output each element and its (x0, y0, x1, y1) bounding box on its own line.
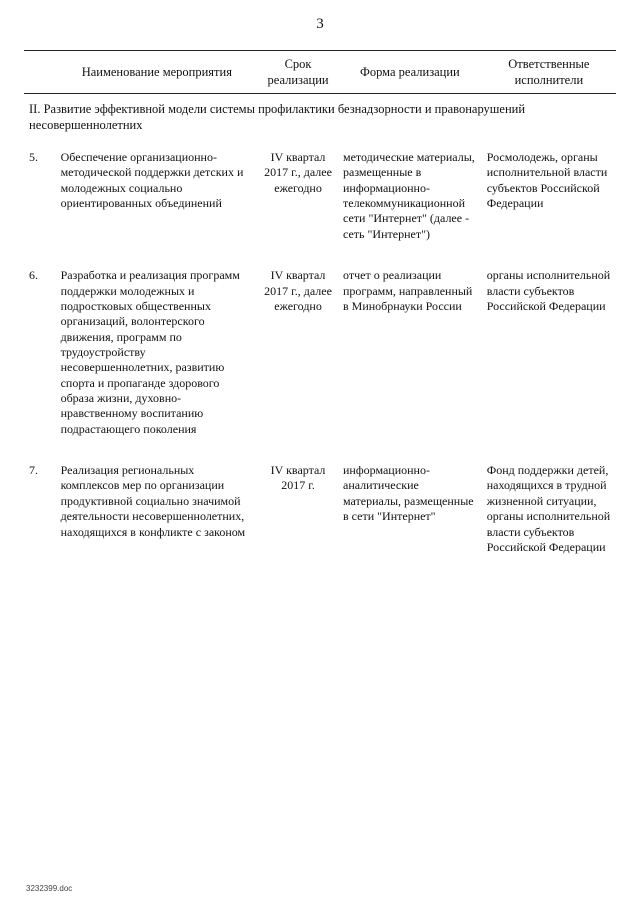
row-responsible: органы исполнительной власти субъектов Российской Федерации (486, 268, 611, 313)
row-form: отчет о реализации программ, направленный в Минобрнауки России (343, 268, 473, 313)
row-responsible: Росмолодежь, органы исполнительной власти субъектов Российской Федерации (486, 150, 608, 211)
header-form: Форма реализации (338, 51, 482, 94)
row-number: 5. (29, 150, 38, 164)
row-number: 7. (29, 463, 38, 478)
row-number: 6. (29, 268, 38, 283)
row-form: информационно-аналитические материалы, размещенные в сети "Интернет" (343, 463, 474, 524)
header-term: Срок реализации (258, 51, 338, 94)
header-number (24, 51, 56, 94)
row-form: методические материалы, размещенные в информационно-телекоммуникационной сети "Интернет" (далее - сеть "Интернет") (343, 150, 475, 241)
row-term: IV квартал 2017 г., далее ежегодно (264, 150, 332, 195)
header-name: Наименование мероприятия (56, 51, 259, 94)
row-name: Разработка и реализация программ поддержки молодежных и подростковых общественных организаций, волонтерского движения, программ по трудоустройству несовершеннолетних, развитию спорта и пропаганде здорового образа жизни, духовно-нравственному воспитанию подрастающего поколения (60, 268, 240, 436)
section-row (24, 94, 616, 141)
table-header-row (24, 51, 616, 94)
page-number: 3 (316, 16, 324, 32)
file-reference: 3232399.doc (26, 884, 73, 893)
row-name: Обеспечение организационно-методической поддержки детских и молодежных социально ориентированных объединений (60, 150, 244, 211)
section-title: II. Развитие эффективной модели системы профилактики безнадзорности и правонарушений несовершеннолетних (29, 102, 526, 132)
row-name: Реализация региональных комплексов мер по организации продуктивной социально значимой деятельности несовершеннолетних, находящихся в конфликте с законом (60, 463, 246, 539)
row-responsible: Фонд поддержки детей, находящихся в трудной жизненной ситуации, органы исполнительной власти субъектов Российской Федерации (486, 463, 611, 554)
table-row (24, 453, 616, 571)
table-row (24, 140, 616, 258)
header-responsible: Ответственные исполнители (482, 51, 616, 94)
table-row (24, 258, 616, 453)
row-term: IV квартал 2017 г. (270, 463, 326, 493)
action-plan-table (24, 50, 616, 571)
row-term: IV квартал 2017 г., далее ежегодно (264, 268, 332, 313)
